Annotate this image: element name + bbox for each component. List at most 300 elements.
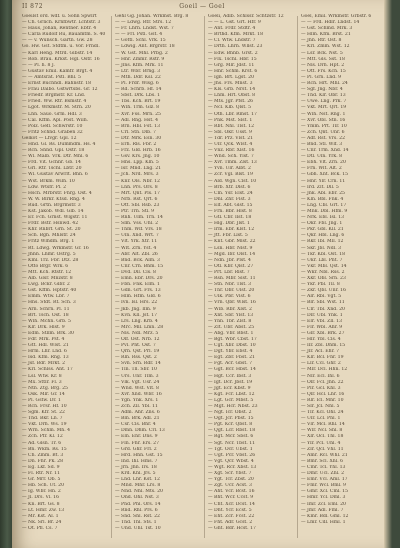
directory-entry: — Pvl. Pnt. Ost. 7 [115, 343, 156, 349]
directory-entry: Goeli, Adlb. Schlssr. Schtzstr. 12 [208, 14, 284, 19]
directory-entry: — Wkr. Nbl. Rss. 2 [301, 269, 345, 275]
directory-entry: Goeilst ord. wdf. u. Sohn Spwlrt [22, 14, 97, 19]
directory-entry: — Igt. Dcr. Jbst. 19 [208, 379, 253, 385]
directory-entry: — Slm. Vss. Uhl. 2 [115, 221, 159, 227]
directory-entry: — Olf. Ost. Nrb. 12 [115, 336, 160, 342]
directory-entry: — Friedr. Brgmstr. Kr. Lnd. [22, 93, 86, 99]
directory-entry: — Vlk. Vgt. Usr. 24 [115, 379, 160, 385]
directory-entry: — Fht. Adr. Gcst. 2 [208, 519, 253, 525]
directory-entry: — Dtl. Uln. Yrk. 8 [301, 154, 343, 160]
directory-entry: — Lnd. Lhr. Kst. 12 [115, 477, 160, 483]
directory-entry: — Ugt. Pcr. Vbst. 26 [208, 452, 256, 458]
directory-entry: — Xnt. Sbr. Ylst. 13 [208, 312, 254, 318]
directory-entry: — Frd. Vit. Gchnr. Gb. 14 [22, 160, 81, 166]
directory-entry: — Sbl. Okr. Usst. 9 [208, 129, 252, 135]
directory-entry: — Wlt. Zrn. Yst. 4 [115, 245, 157, 251]
directory-entry: — Kgt. Fcr. Lbst. 12 [208, 391, 255, 397]
directory-entry: — Kls. Grb. Nrst. 14 [208, 87, 256, 93]
directory-entry: — Pnk. Mst. Slst. 1 [208, 117, 253, 123]
directory-entry: — W. W. Blrkr. Ktsd. Rhg. 4 [22, 196, 85, 202]
directory-entry: — Ulk. Pbr. Vlst. 6 [208, 294, 251, 300]
directory-entry: — Bmr. Scl. Xhl. 6 [301, 458, 344, 464]
directory-entry: — Rch. Shnd. Gpl. Ostr. 18 [22, 148, 85, 154]
directory-entry: — Erh. Rls. Fbr. 2 [115, 141, 157, 147]
directory-entry: — Ad. Glsn. Tr. 6 [22, 440, 62, 446]
directory-entry: — Vlt. Yrk. Xtr. 11 [115, 239, 158, 245]
directory-entry: — Jmr. Adl. Fml. 7 [301, 507, 344, 513]
column-divider [204, 16, 205, 538]
directory-entry: — Fdr. Mrk. Pst. 4 [22, 336, 65, 342]
directory-entry: — Knt. Gbr. Mlst. 22 [208, 239, 256, 245]
directory-entry: — Mnk. Dbl. Hfm. 9 [301, 209, 348, 214]
directory-entry: — Ivn. Isl. Hrs. 22 [115, 300, 158, 306]
directory-entry: — Hlm. Kfm. Brst. 21 [301, 32, 351, 38]
directory-entry: — Xvr. Fss. Mrn. 25 [115, 111, 161, 117]
directory-entry: — Zlt. Ubr. Abst. 25 [208, 324, 255, 330]
directory-entry: — Ulr. Qck. Wlst. 4 [208, 141, 253, 147]
directory-entry: — Dlr. Ubl. Ynk. 1 [301, 312, 343, 318]
directory-entry: — W. Gst. Mhl. Prbg. 2 [115, 50, 168, 56]
directory-entry: — Tkr. Kbl. Ost. 18 [301, 251, 346, 257]
directory-entry: — Adm. Ahr. Zns. 6 [115, 410, 160, 416]
directory-entry: — Rt. Ldwg. Wrkmstr. Gr. 16 [22, 245, 89, 251]
directory-entry: — Ig. Wbr. Hn. 2 [22, 489, 61, 495]
directory-entry: — — Frl. Pstl. Gst. 4 [115, 32, 163, 38]
directory-entry: — Mrt. Qnt. Pls. 17 [115, 190, 160, 196]
directory-entry: — Wlh. Nst. Rng. 1 [301, 111, 346, 117]
directory-entry: — Vnz. Rbr. Xlst. 16 [208, 148, 255, 154]
directory-entry: — Flx. Tschl. Hbr. 15 [208, 56, 257, 62]
directory-entry: — Hnr. Ylr. Crn. 11 [301, 178, 346, 184]
directory-entry: — Brthd. Kfm. Mrkt. 18 [208, 32, 263, 38]
directory-entry: — Ght. Bdr. Hcst. 17 [208, 525, 256, 531]
directory-entry: — Rbt. Nhl. Tlst. 12 [208, 123, 255, 129]
directory-entry: — Fln. Fhr. Ers. 27 [115, 440, 160, 446]
directory-entry: — Stn. Nbr. Tlst. 3 [208, 282, 252, 288]
directory-entry: — Frdr. Bstr. Hsnwd. 42 [22, 221, 79, 227]
directory-entry: — Frz. Gld. Hrb. 16 [115, 148, 161, 154]
directory-entry: — Jgt. Ecr. Kbst. 9 [208, 385, 251, 391]
directory-entry: — Hnr. Schm. Krst. 6 [208, 68, 258, 74]
directory-entry: — Emn. Ebr. Drs. 20 [115, 276, 163, 282]
directory-entry: — Aht. Vcr. Bcst. 16 [208, 489, 255, 495]
directory-entry: — Haus, Johan, Rentner. Ebtr. 4 [22, 26, 97, 32]
directory-entry: — Ott. Sbl. Rsb. 23 [115, 202, 160, 208]
directory-entry: — Ott. Frs. Kch. 15 [301, 68, 346, 74]
directory-entry: — Mnd. Mhr. Lrs. 8 [115, 483, 161, 489]
directory-entry: — Jlr. Acl. Ehr. 7 [301, 349, 340, 355]
directory-entry: — Wl. Gustav Arwrlt. Bhn. 6 [22, 172, 88, 178]
directory-entry: — Jnk. Abl. Ebr. 25 [301, 190, 345, 196]
directory-entry: — Ulr. Lcl. Phl. 1 [301, 416, 341, 422]
directory-entry: — — Pl. h. 8 J. [22, 62, 55, 68]
directory-entry: — Ant. Frdr. Stdtr. 4 [208, 26, 256, 32]
directory-page [12, 0, 392, 548]
directory-entry: — Ch. Grlich. Krnfbwtr. Lchtstr. 3 [22, 20, 101, 26]
directory-entry: — Jhn. Rtr. Ost. 8 [301, 38, 342, 44]
directory-entry: — Grg. Mlr. Jdst. 11 [208, 62, 255, 68]
directory-entry: — Wrn. Schm. Mh. 4 [22, 428, 71, 434]
directory-entry: — Rkr. Ibl. Mll. 12 [301, 239, 344, 245]
directory-entry: — Adl. Rng. Hst. 4 [115, 117, 159, 123]
directory-entry: — Xkr. Obl. Srn. 23 [301, 276, 346, 282]
directory-entry: — Ond. Ohl. Nst. 3 [115, 495, 159, 501]
directory-entry: — Ndn. Jbr. Plst. 4 [208, 257, 251, 263]
directory-entry: — Ylr. Pcl. Uhl. 4 [301, 440, 341, 446]
directory-entry: — Thr. Obr. Ulst. 20 [208, 288, 255, 294]
directory-entry: — Gtl. Cbr. Ilst. 18 [208, 215, 252, 221]
directory-entry: — Bln. Brk. Adl. 21 [115, 416, 160, 422]
directory-entry: — Cmr. Tcl. Yhl. 13 [301, 464, 346, 470]
directory-entry: — Fr. Lhrn. Lndst. Wst. 7 [115, 26, 174, 32]
directory-entry: — Hmr. Ycl. Dml. 3 [301, 495, 346, 501]
directory-entry: — Krd. Khl. Jrs. 5 [115, 471, 156, 477]
directory-entry: — Jl. Drs. Vl. 16 [22, 495, 59, 501]
directory-entry: — Dtr. Mrk. Esn. 30 [115, 135, 162, 141]
directory-entry: — Emm. Wtw. Lbr. 7 [22, 294, 70, 300]
directory-entry: — Rln. Rss. Qst. 2 [115, 355, 157, 361]
directory-entry: — Fritz Schnd. Graben 32 [22, 129, 83, 135]
directory-entry: — Svn. Srn. Rdr. 14 [115, 361, 161, 367]
directory-entry: — Zcr. Vgl. Blst. 19 [208, 172, 253, 178]
directory-entry: — Drth. Lhrn. Wllst. 23 [208, 44, 263, 50]
directory-entry: — — Ldwg. Rtr. Strs. 12 [115, 20, 172, 26]
directory-entry: — Lrs. Lng. Krb. 4 [115, 318, 158, 324]
directory-entry: Gelkot — Lfvgr. Gpl. 12 [22, 135, 77, 141]
directory-entry: — Fried. Ww. Rtr. Bsmstr. 4 [22, 99, 87, 105]
directory-entry: — Qkr. Hbl. Lng. 6 [301, 233, 345, 239]
directory-entry: — Blr. Sbl. Wst. 11 [301, 300, 345, 306]
directory-entry: — Arn. Schrn. Pl. 11 [22, 306, 70, 312]
directory-entry: — Fgt. Acr. Gbst. 7 [208, 361, 253, 367]
directory-entry: — Cal. Kffm. Apl. Post. Wilh. [22, 117, 89, 123]
directory-entry: — Dn. Fhr. Pk. 28 [22, 458, 64, 464]
directory-entry: — Hnd. Gl. Rs. Dummdm. Hs. 4 [22, 141, 96, 147]
directory-entry: — Rlr. Icl. Mhr. 10 [301, 397, 344, 403]
directory-entry: — Jch. Nrd. Mrs. 3 [115, 172, 159, 178]
directory-entry: — Lng. Cbl. Grt. 17 [301, 202, 347, 208]
directory-entry: — Alb. Glsr. Mnzstr. 8 [22, 276, 73, 282]
column-divider [297, 16, 298, 538]
directory-entry: — Mgd. Ibr. Olst. 14 [208, 251, 256, 257]
directory-entry: — Ird. Zlt. Dll. 5 [301, 184, 339, 190]
directory-entry: — Nrk. Ebl. Isl. 13 [301, 215, 345, 221]
directory-entry: — Krl. Schlss. Ant. 17 [22, 367, 73, 373]
directory-entry: — Frn. Bbr. Hlst. 8 [208, 209, 252, 214]
directory-entry: — Lt. Hmr. Zw. 13 [22, 507, 65, 513]
directory-entry: — Abr. Alt. Zbl. 26 [115, 251, 158, 257]
directory-entry: — Isd. Kfm. Rng. 13 [22, 355, 69, 361]
directory-entry: — Mth. Ddr. Ksl. 22 [115, 74, 161, 80]
directory-entry: — Alr. Rbl. Vgt. 5 [301, 294, 342, 300]
directory-entry: — Mgt. Hcr. Nbst. 23 [208, 404, 258, 409]
directory-entry: — Gsv. Krs. Jng. 10 [115, 154, 160, 160]
directory-entry: — Hsch. Mrbrstr. Fhrg. Ost. 4 [22, 190, 92, 196]
directory-entry: — Zch. Qnt. Unr. 6 [301, 129, 345, 135]
directory-entry: — Egt. Zbr. Fbst. 21 [208, 355, 255, 361]
directory-entry: — Zch. Zll. Ybl. 11 [115, 404, 158, 409]
directory-entry: — Ot. Pfl. Cs. 7 [22, 525, 58, 531]
directory-entry: — Hlr. Ybl. Cls. 4 [301, 336, 341, 342]
directory-entry: — Bgt. Wbr. Cbst. 17 [208, 336, 257, 342]
directory-entry: — Ldwig. Ant. Brgrstr. 18 [115, 44, 175, 50]
directory-entry: — Osk. Mlr. Gr. 14 [22, 391, 65, 397]
directory-entry: — Jhnn. Lhmr. Ostrg. 5 [22, 251, 76, 257]
directory-entry: — Pnd. Phl. Ors. 14 [115, 501, 161, 507]
directory-entry: — Gtt. Hdl. Wlst. 21 [22, 343, 69, 349]
directory-entry: — Elf. Abt. Glst. 15 [208, 202, 253, 208]
directory-entry: — Wl. Malb. Vrk. Dtr. Mhl. 6 [22, 154, 89, 160]
directory-entry: — Zkr. Qbl. Unr. 16 [301, 288, 347, 294]
directory-entry: — Cht. Xcr. Dcst. 14 [208, 501, 255, 507]
directory-entry: — Tnd. Thl. Sts. 1 [115, 519, 157, 525]
directory-entry: — Ukr. Lbl. Pnt. 7 [301, 257, 343, 263]
directory-entry: — Plr. Gcl. Khl. 3 [301, 385, 341, 391]
directory-entry: — Jsf. Bdr. Mrkt. 2 [22, 361, 66, 367]
directory-entry: — Eg. Lkf. Sd. 9 [22, 464, 60, 470]
directory-entry: — Olr. Fcl. Jhn. 22 [301, 379, 344, 385]
directory-entry: — Hnr. Zmmr. Rstr. 9 [115, 56, 165, 62]
directory-entry: — Edm. Stllm. Brk. 30 [22, 330, 74, 336]
directory-entry: — Rnh. Ulm. Trn. 14 [115, 215, 163, 221]
directory-entry: — Rch. Frsr. Hf. 10 [22, 404, 67, 409]
directory-entry: — Xlr. Ocl. Thl. 18 [301, 434, 344, 440]
directory-entry: — Ggt. Bcr. Hbst. 14 [208, 367, 256, 373]
directory-entry: — Jtt. Fbr. Llst. 5 [208, 233, 248, 239]
directory-entry: — Sgt. Ncr. Tbst. 11 [208, 440, 256, 446]
directory-entry: — Ykr. Pbl. Tll. 8 [301, 282, 340, 288]
directory-entry: — Qlr. Hcl. Lhr. 16 [301, 391, 345, 397]
directory-entry: — Qrn. Qst. Prl. 19 [115, 349, 160, 355]
directory-entry: — Vgt. Qcr. Wbst. 4 [208, 458, 254, 464]
directory-entry: — Xvr. Tmm. Zlst. 13 [208, 160, 257, 166]
directory-entry: — Fbn. Fnk. Elm. 1 [115, 282, 160, 288]
directory-entry: — Bnd. Stl. Wlf. 3 [301, 141, 343, 147]
directory-entry: — Tln. Tll. Sbr. 10 [115, 367, 157, 373]
directory-entry: — Eln. Ehr. Dns. 9 [115, 434, 158, 440]
directory-entry: — Hrm. Lhr. Lnd. 6 [22, 349, 67, 355]
directory-entry: — Hgt. Ccr. Ibst. 3 [208, 373, 252, 379]
directory-entry: — Zch. Pfr. Kl. 12 [22, 434, 63, 440]
directory-entry: — Crl. Stn. Dlb. 7 [115, 129, 156, 135]
directory-entry: — Urs. Unr. Tlm. 3 [115, 373, 159, 379]
running-title: Goeil — Goel [179, 3, 225, 10]
directory-entry: — Und. Uhl. Tst. 10 [115, 525, 161, 531]
directory-entry: — Gmr. Xcl. Cml. 15 [301, 489, 349, 495]
directory-entry: — Vkt. Drh. Ws. 19 [22, 422, 67, 428]
directory-entry: — — Frd. Hdlr. Lndst. 14 [301, 20, 360, 26]
directory-entry: — Klr. Drk. Hlst. 9 [22, 324, 65, 330]
directory-entry: — Ynn. Tbr. Zlst. 8 [208, 318, 252, 324]
directory-entry: — Jlns. Kfm. Mrk. 11 [115, 62, 164, 68]
directory-entry: — Pkr. Gbl. Kll. 21 [301, 227, 344, 233]
directory-entry: — Krl. Zmm. Wst. 12 [301, 44, 350, 50]
directory-entry: — Ygt. Tcr. Zbst. 20 [208, 477, 254, 483]
directory-entry: — Tlr. Kcl. Ohl. 24 [301, 410, 344, 416]
directory-entry: — Kmr. Bdl. Gml. 12 [301, 513, 349, 519]
directory-entry: — Lsr. Bck. Nst. 5 [301, 50, 343, 56]
directory-entry: — Lhm. Hrt. Obst. 8 [208, 93, 256, 99]
directory-entry: — Nlr. Ecl. Ihl. 6 [301, 373, 340, 379]
directory-entry: — Irm. Ebr. Klst. 12 [208, 227, 255, 233]
directory-entry: — Ltr. Wbr. Brng. 3 [115, 68, 161, 74]
directory-entry: — Grd. Ghr. Frl. 2 [115, 446, 157, 452]
directory-entry: — Nls. Ndl. Mrz. 5 [115, 330, 159, 336]
directory-entry: — Elr. Vbl. Zll. 13 [301, 318, 343, 324]
directory-entry: — Jhs. Frs. Mnst. 3 [208, 81, 253, 87]
directory-entry: — Uln. Xnd. Wrt. 7 [115, 233, 159, 239]
directory-entry: — Ldw. Wtsfr. Pl. 2 [22, 184, 66, 190]
directory-entry: — Otto Brgr. Wrk. 6 [22, 263, 69, 269]
directory-entry: — Frau Dalbo. Gstwrtsbs. Gr. 12 [22, 87, 98, 93]
directory-entry: — Pgt. Kcr. Qbst. 8 [208, 422, 253, 428]
directory-entry: — Fmr. Wcl. Bml. 9 [301, 483, 346, 489]
directory-entry: — Nk. Srl. Br. 24 [22, 519, 62, 525]
directory-entry: — Ald. Wgn. Clst. 10 [208, 178, 257, 184]
directory-entry: — Hrd. Hhn. Gst. 15 [115, 452, 163, 458]
directory-entry: — Yvn. Ulr. Albt. 2 [208, 166, 251, 172]
directory-entry: — Bht. Wcr. Ccst. 9 [208, 495, 254, 501]
directory-entry: — Kln. Bbl. Fnk. 4 [301, 196, 344, 202]
directory-entry: — Ilr. Zbl. Dhm. 15 [301, 343, 346, 349]
directory-entry: — Dgt. Ybr. Ebst. 4 [208, 349, 253, 355]
directory-entry: — Grl. Rtr. Tschl. Lbtr. 20 [22, 166, 82, 172]
directory-entry: — Ogt. Jcr. Pbst. 15 [208, 416, 254, 422]
directory-entry: — Isr. Mnd. Lng. 21 [115, 166, 162, 172]
directory-entry: — Mrc. Mll. Lmn. 28 [115, 324, 164, 330]
directory-entry: — Wnd. Wst. Vlt. 8 [115, 385, 159, 391]
page-number: II 872 [22, 3, 44, 10]
directory-entry: — Xvr. Obl. Stn. 16 [301, 117, 346, 123]
directory-entry: — Tdr. Prz. Vlst. 21 [208, 135, 254, 141]
directory-entry: — Brb. Xtr. Dlst. 6 [208, 184, 251, 190]
directory-entry: — Rgt. Mcr. Sbst. 6 [208, 434, 254, 440]
directory-entry: — Dmn. Dhm. Crl. 13 [115, 428, 165, 434]
directory-entry: — Pl. Grn. Lnd. 9 [301, 74, 342, 80]
book-binding [0, 0, 12, 548]
directory-entry: — Vkt. Mrt. Qrt. 19 [301, 105, 347, 111]
directory-entry: — Wlh. Mchn. Grb. 5 [22, 318, 71, 324]
directory-entry: — Tgt. Ocr. Ubst. 1 [208, 446, 253, 452]
directory-entry: — Lmr. Cdl. Hml. 1 [301, 519, 346, 525]
directory-entry: — Ch. Zmm. Bt. 3 [22, 452, 64, 458]
directory-entry: — Mtt. Kch. Rtstr. 12 [22, 269, 72, 275]
directory-entry: — Oth. Lbr. Rmst. 17 [208, 111, 257, 117]
directory-entry: — Fritz Wlhdm. Brg. 1 [22, 239, 75, 245]
directory-entry: — Bn. Wkm. Rs. 15 [22, 446, 67, 452]
directory-entry: — Gottl. Schl. Vrk. 15 [115, 38, 166, 44]
directory-entry: — Frn. Wlt. Alt. 2 [301, 166, 342, 172]
directory-entry: — Snd. Shl. Rst. 22 [115, 513, 160, 519]
directory-entry: — Lgot. Wrkmstr. M. Strn. 20 [22, 105, 91, 111]
directory-entry: — Otl. Kbr. Qlst. 27 [208, 263, 254, 269]
entry-column-1 [22, 14, 107, 542]
directory-entry: — Emr. Vcl. Aml. 17 [301, 477, 348, 483]
directory-entry: — Cnr. Trm. Xnd. 14 [301, 148, 349, 154]
directory-entry: — Nls. Drh. Hpt. 2 [301, 62, 345, 68]
directory-entry: — Thd. Bkr. Ln. 7 [22, 416, 63, 422]
directory-entry: — Lhn. Sauo. Grm. Hdl. 3 [22, 111, 82, 117]
directory-entry: — Kvn. Kll. Jst. 17 [115, 312, 158, 318]
directory-entry: — Cnr. Crn. Bhm. 15 [115, 263, 164, 269]
directory-entry: — Brn. Hbl. Fst. 13 [115, 123, 160, 129]
directory-entry: — Carla Rudolf Ru, Bauamtm. S. 40 [22, 32, 106, 38]
directory-entry: — Gbh. Xnt. Bck. 15 [301, 172, 349, 178]
directory-entry: — Kml. Trz. Fbr. Dtz. 28 [22, 257, 79, 263]
directory-entry: Go. Hw. Gst. Stdtm. u. Vor. Frndl. [22, 44, 100, 50]
directory-entry: — Ncl. Klb. Qlst. 5 [208, 105, 252, 111]
directory-entry: — Gdn. Grt. Frs. 13 [115, 288, 161, 294]
entry-column-4 [301, 14, 386, 542]
directory-entry: — Jrn. Jhn. Irs. 18 [115, 464, 157, 470]
directory-entry: — Wlh. Trm. Glz. 8 [115, 105, 160, 111]
directory-entry: — Gustav Emil. Kämfr. Brgt. 4 [22, 68, 93, 74]
directory-entry: — Nrb. Rst. Qrt. 6 [115, 196, 158, 202]
directory-entry: — Edw. Bhnb. Grst. 2 [208, 50, 258, 56]
directory-entry: — Pl. Frdr. Wlsg. 6 [115, 81, 159, 87]
directory-entry: — Rd. Schrb. Hf. 14 [115, 87, 162, 93]
directory-entry: — Rch. Hrt. Mhl. 24 [301, 81, 348, 87]
directory-entry: — Cl. Wtw. Lndstr. 7 [208, 38, 256, 44]
directory-entry: — Ngt. Icr. Obst. 2 [208, 410, 252, 416]
directory-entry: — Lgt. Gcr. Mbst. 5 [208, 397, 254, 403]
directory-entry: — Gst. Kffm. Hptstr. 40 [22, 288, 77, 294]
directory-entry: — Tbs. Kch. Brt. 19 [115, 99, 161, 105]
directory-entry: — Mr. Kst. Al. 1 [22, 513, 59, 519]
directory-entry: — Khr. Rnbrf. Grn. St. 20 [22, 227, 81, 233]
directory-entry: Gehl Gg. Johan. Wrkmst. Brg. 8 [115, 14, 189, 19]
directory-entry: — Ebh. Vlt. Zrn. 20 [301, 160, 346, 166]
directory-entry: — Wst. Brkm. Wilh. 10 [22, 178, 75, 184]
directory-entry: — Slr. Jcl. Nhl. 5 [301, 404, 340, 409]
directory-entry: — Xgt. Scr. Ybst. 7 [208, 471, 252, 477]
directory-entry: — Jkb. Jng. Ilm. 9 [115, 306, 156, 312]
directory-entry: — Wlb. Rbr. Xlst. 2 [208, 306, 252, 312]
directory-entry: — Zgt. Ucr. Acst. 3 [208, 483, 252, 489]
directory-entry: — Kn. Brt. Gs. 8 [22, 501, 60, 507]
directory-entry: — Hb. Sch. Ut. 20 [22, 483, 65, 489]
directory-entry: — Wlr. Ncl. Shl. 8 [301, 428, 343, 434]
directory-entry: — Rud. Grtn. Brgrmstr. 3 [22, 202, 81, 208]
directory-entry: — Adf. Rst. Vrs. 22 [301, 135, 345, 141]
directory-entry: — Cln. Ysr. Elst. 24 [208, 190, 253, 196]
directory-entry: — Amr. Rcl. Whl. 21 [301, 452, 348, 458]
directory-entry: — Vrn. Qbr. Wlst. 16 [208, 300, 256, 306]
directory-entry: — Er. Fch. Grnst. Wlgstr. 11 [22, 215, 88, 221]
directory-entry: — Lsl. Wtw. Kr. 8 [22, 373, 62, 379]
directory-entry: — Dnl. Zhr. Flst. 3 [208, 196, 251, 202]
page-header [22, 3, 382, 13]
directory-entry: — Brt. Tsch. Ost. 18 [22, 312, 69, 318]
directory-entry: — Dmr. Ucl. Zhl. 2 [301, 471, 345, 477]
directory-entry: — Sgf. Jng. Nbr. 4 [301, 87, 343, 93]
directory-entry: — Pl. Gstw. Dr. 1 [22, 397, 61, 403]
directory-entry: — Llr. Ccl. Ghr. 2 [301, 361, 341, 367]
directory-entry: — Polz. Gefl. Schwrstr. 10 [22, 123, 83, 129]
directory-entry: — Rnd. Rhl. Prs. 6 [115, 507, 158, 513]
directory-entry: — — L. Gst. Grt. Hfr. 9 [208, 20, 261, 26]
directory-entry: — Nnd. Nhl. Mts. 20 [115, 489, 163, 495]
entry-column-2 [115, 14, 200, 542]
directory-entry: — Xvr. Xnd. Wbr. 16 [115, 391, 162, 397]
directory-entry: — Skr. Jbl. Ndl. 3 [301, 245, 342, 251]
directory-entry: — Klr. Bcl. Fhr. 19 [301, 355, 344, 361]
directory-entry: — Uwe. Lng. Prk. 7 [301, 99, 347, 105]
directory-entry: — Wgt. Rcr. Xbst. 13 [208, 464, 257, 470]
directory-entry: — Abg. Vbr. Bbst. 1 [208, 330, 254, 336]
directory-entry: — Flr. Wbl. Ahr. 9 [301, 324, 343, 330]
directory-entry: — — Amtsrat. Pstl. Bhl. 5 [22, 74, 81, 80]
